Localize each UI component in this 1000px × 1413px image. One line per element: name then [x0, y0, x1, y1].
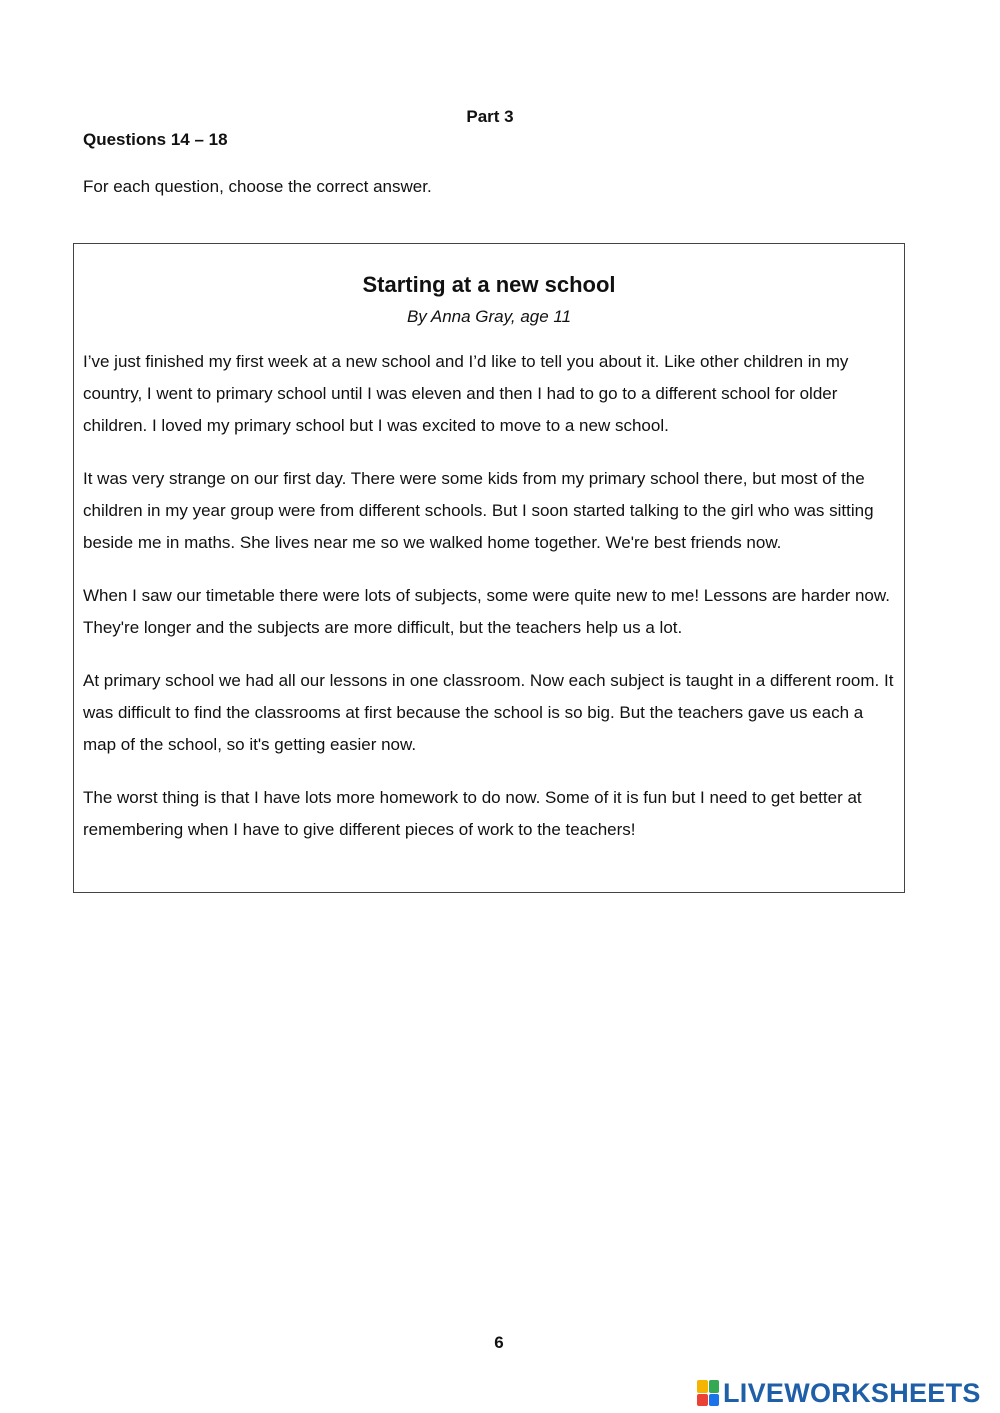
logo-square-green [709, 1380, 720, 1393]
brand-watermark[interactable] [697, 1377, 981, 1409]
instruction-text: For each question, choose the correct answer. [83, 177, 432, 196]
article-byline: By Anna Gray, age 11 [406, 307, 572, 326]
article-paragraph: At primary school we had all our lessons in one classroom. Now each subject is taught in a different room. It was difficult to find the classrooms at first because the school is so big. But the teachers gave us each a map of the school, so it's getting easier now. [83, 671, 894, 754]
article-title: Starting at a new school [362, 272, 616, 297]
logo-square-yellow [697, 1380, 708, 1393]
liveworksheets-logo-icon [697, 1380, 719, 1406]
article-paragraph: The worst thing is that I have lots more homework to do now. Some of it is fun but I need to get better at remembering when I have to give different pieces of work to the teachers! [83, 788, 862, 839]
page-number: 6 [494, 1333, 504, 1352]
part-title: Part 3 [466, 107, 514, 126]
article-body [83, 346, 897, 867]
logo-square-blue [709, 1394, 720, 1407]
article-paragraph: It was very strange on our first day. There were some kids from my primary school there, but most of the children in my year group were from different schools. But I soon started talking to the girl who was sitting beside me in maths. She lives near me so we walked home together. We're best friends now. [83, 469, 874, 552]
article-paragraph: When I saw our timetable there were lots of subjects, some were quite new to me! Lessons are harder now. They're longer and the subjects are more difficult, but the teachers help us a lot. [83, 586, 890, 637]
article-box [73, 243, 905, 893]
questions-title: Questions 14 – 18 [83, 130, 228, 149]
article-paragraph: I’ve just finished my first week at a new school and I’d like to tell you about it. Like other children in my country, I went to primary school until I was eleven and then I had to go to a different school for older children. I loved my primary school but I was excited to move to a new school. [83, 352, 849, 435]
logo-square-red [697, 1394, 708, 1407]
brand-name: LIVEWORKSHEETS [723, 1378, 981, 1408]
